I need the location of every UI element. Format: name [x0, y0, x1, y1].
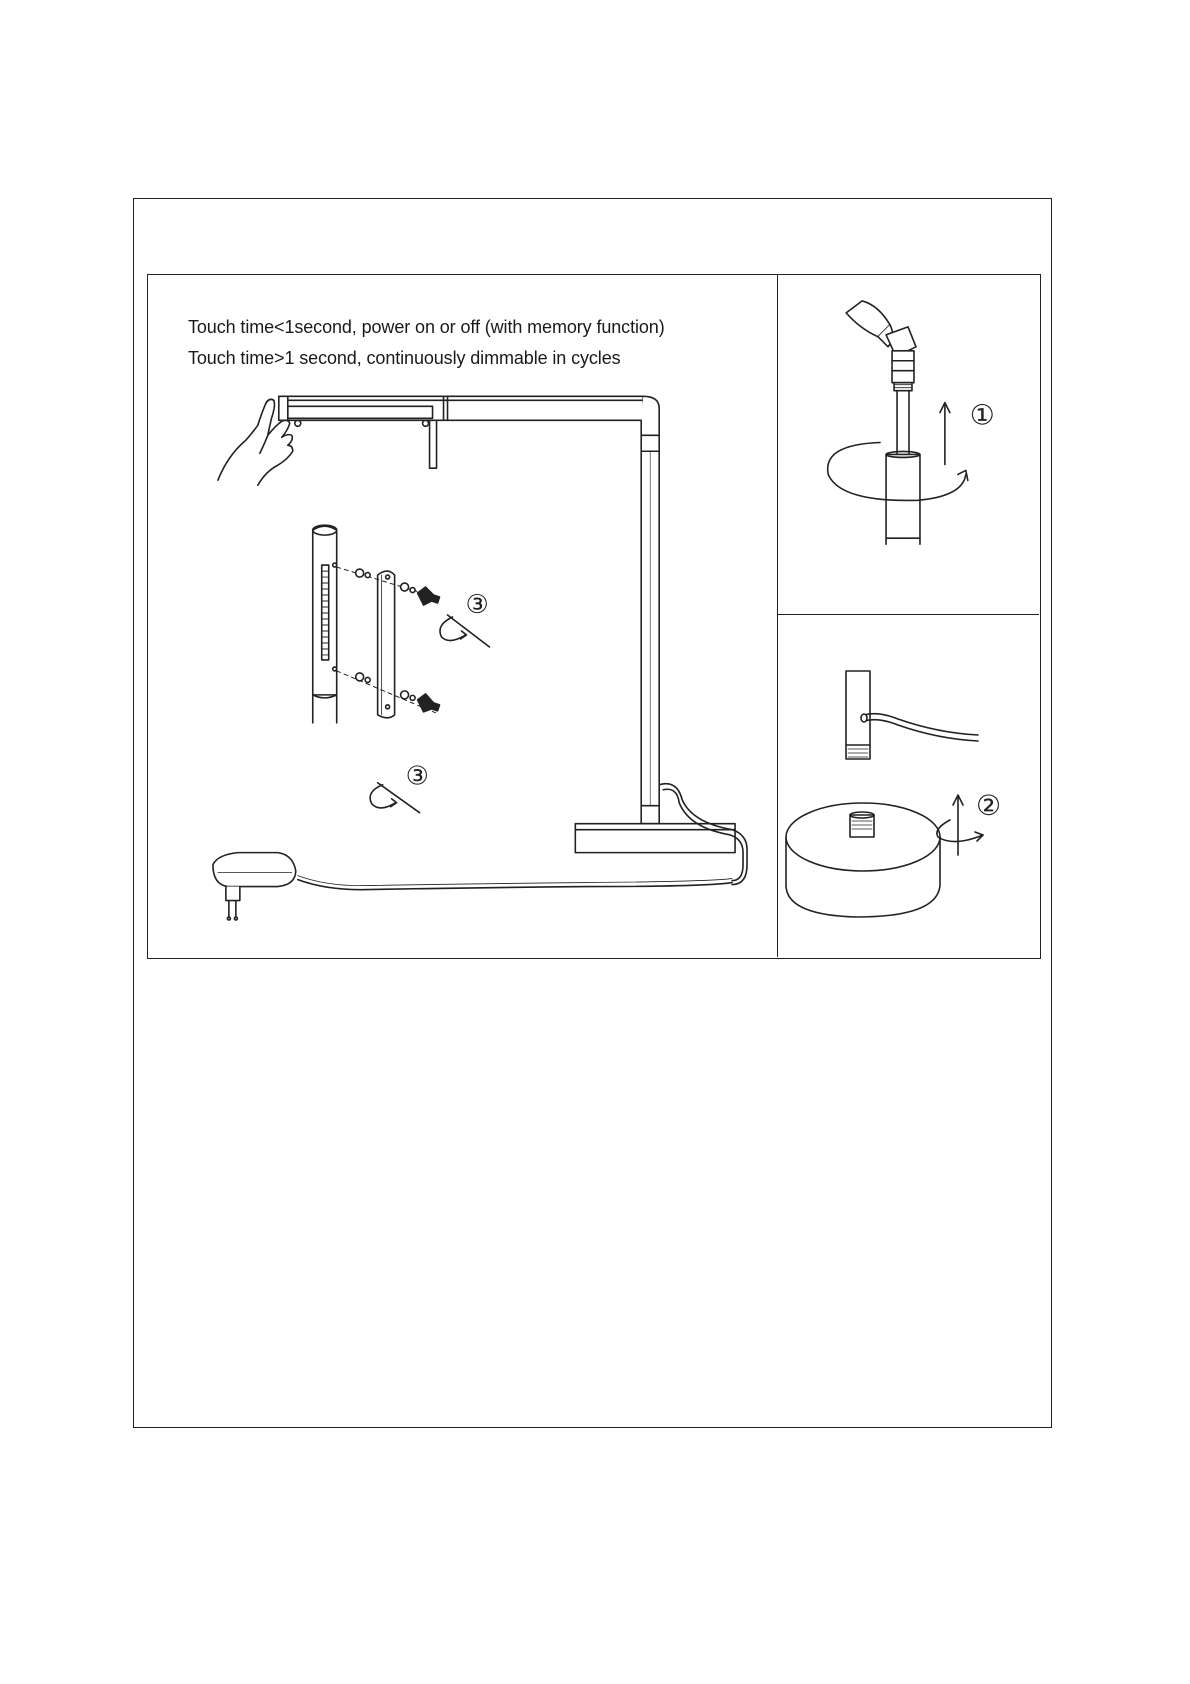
step-1-label: ①: [969, 398, 995, 432]
lamp-post: [641, 396, 659, 823]
step-2-label: ②: [976, 789, 1002, 822]
lamp-arm: [279, 396, 643, 468]
head-attach-drawing: [778, 275, 1039, 614]
step-3-upper: ③: [465, 590, 489, 621]
head-attach-panel: [778, 275, 1039, 615]
up-arrow-icon-2: [953, 795, 963, 855]
assembly-diagram: [147, 274, 1041, 959]
main-assembly-panel: [148, 275, 778, 957]
cover-plate: [378, 571, 395, 718]
base-attach-panel: [778, 615, 1039, 957]
base-attach-drawing: [778, 615, 1039, 957]
instruction-line-2: Touch time>1 second, continuously dimmable in cycles: [188, 348, 621, 368]
power-adapter-icon: [213, 853, 296, 920]
up-arrow-icon: [940, 403, 950, 465]
step-3-lower: ③: [405, 761, 429, 792]
instruction-line-1: Touch time<1second, power on or off (with memory function): [188, 317, 665, 337]
lamp-drawing: [148, 275, 777, 957]
light-tube: [313, 525, 337, 723]
lamp-base: [575, 784, 747, 885]
